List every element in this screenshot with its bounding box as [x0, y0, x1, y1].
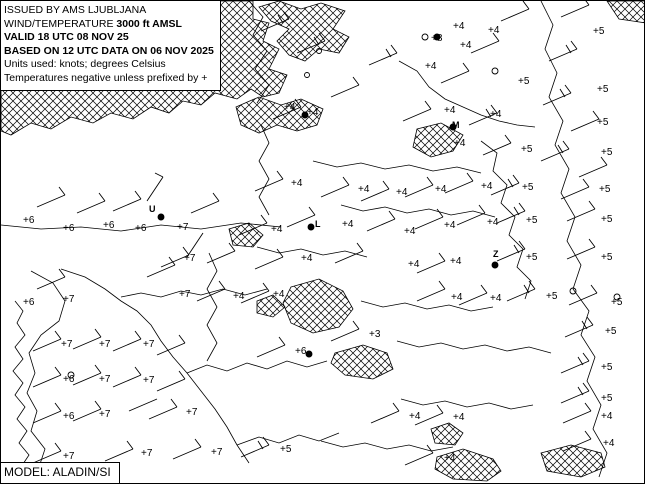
station-temperature: +5 [601, 214, 613, 225]
station-temperature: +7 [186, 407, 198, 418]
city-label: U [149, 204, 156, 214]
station-temperature: +4 [453, 412, 465, 423]
units-line: Units used: knots; degrees Celsius [4, 58, 166, 71]
station-temperature: +5 [601, 393, 613, 404]
station-temperature: +4 [601, 411, 613, 422]
station-temperature: +4 [358, 184, 370, 195]
station-temperature: +4 [453, 21, 465, 32]
station-temperature: +4 [444, 220, 456, 231]
station-temperature: +6 [295, 346, 307, 357]
station-temperature: +8 [431, 33, 443, 44]
product-level: 3000 ft AMSL [116, 17, 182, 30]
station-temperature: +4 [271, 224, 283, 235]
station-temperature: +4 [408, 259, 420, 270]
station-temperature: +7 [177, 222, 189, 233]
station-temperature: +7 [141, 448, 153, 459]
station-temperature: +7 [143, 339, 155, 350]
city-label: Z [493, 249, 499, 259]
valid-line: VALID 18 UTC 08 NOV 25 [4, 31, 129, 44]
product-line [4, 18, 214, 32]
station-temperature: +4 [603, 438, 615, 449]
basedon-line: BASED ON 12 UTC DATA ON 06 NOV 2025 [4, 44, 214, 57]
station-temperature: +5 [280, 444, 292, 455]
station-temperature: +4 [435, 184, 447, 195]
station-temperature: +6 [63, 223, 75, 234]
station-temperature: +5 [601, 252, 613, 263]
station-temperature: +4 [404, 226, 416, 237]
temp-note-line: Temperatures negative unless prefixed by + [4, 71, 208, 84]
station-temperature: +5 [526, 252, 538, 263]
station-temperature: +4 [444, 105, 456, 116]
station-temperature: +4 [450, 256, 462, 267]
station-temperature: +6 [135, 223, 147, 234]
station-temperature: +7 [61, 339, 73, 350]
station-temperature: +5 [605, 326, 617, 337]
station-temperature: +7 [63, 451, 75, 462]
model-label: MODEL: ALADIN/SI [4, 465, 111, 479]
station-temperature: +4 [291, 178, 303, 189]
station-temperature: +5 [601, 147, 613, 158]
footer-panel [1, 462, 120, 483]
issuer-line: ISSUED BY AMS LJUBLJANA [4, 4, 147, 16]
station-temperature: +4 [454, 138, 466, 149]
station-temperature: +4 [490, 293, 502, 304]
station-temperature: +4 [451, 292, 463, 303]
station-temperature: +6 [63, 374, 75, 385]
station-temperature: +4 [233, 291, 245, 302]
station-temperature: +4 [273, 289, 285, 300]
station-temperature: +7 [99, 339, 111, 350]
station-temperature: +5 [611, 297, 623, 308]
station-temperature: +5 [599, 184, 611, 195]
station-temperature: +5 [597, 84, 609, 95]
station-temperature: +5 [522, 182, 534, 193]
station-temperature: +4 [460, 40, 472, 51]
station-temperature: +4 [284, 102, 296, 113]
station-temperature: +5 [518, 76, 530, 87]
station-temperature: +5 [593, 26, 605, 37]
station-temperature: +5 [526, 215, 538, 226]
city-label: L [315, 219, 321, 229]
station-temperature: +5 [601, 362, 613, 373]
station-temperature: +4 [481, 181, 493, 192]
station-temperature: +4 [409, 411, 421, 422]
station-temperature: +4 [444, 453, 456, 464]
station-temperature: +6 [23, 297, 35, 308]
station-temperature: +4 [487, 217, 499, 228]
station-temperature: +4 [301, 253, 313, 264]
station-temperature: +7 [63, 294, 75, 305]
station-temperature: +6 [23, 215, 35, 226]
station-temperature: +4 [396, 187, 408, 198]
station-temperature: +4 [425, 61, 437, 72]
station-temperature: +7 [184, 253, 196, 264]
station-temperature: +5 [546, 291, 558, 302]
station-temperature: +5 [521, 144, 533, 155]
header-panel [1, 1, 221, 91]
station-temperature: +7 [211, 447, 223, 458]
city-label: M [452, 120, 460, 130]
station-temperature: +4 [488, 25, 500, 36]
station-temperature: +3 [369, 329, 381, 340]
station-temperature: +7 [99, 374, 111, 385]
station-temperature: +7 [99, 409, 111, 420]
station-temperature: +7 [143, 375, 155, 386]
station-temperature: +4 [490, 109, 502, 120]
station-temperature: +7 [179, 289, 191, 300]
station-temperature: +6 [63, 411, 75, 422]
station-temperature: +6 [103, 220, 115, 231]
station-temperature: +4 [307, 107, 319, 118]
product-prefix: WIND/TEMPERATURE [4, 17, 117, 30]
station-temperature: +5 [597, 117, 609, 128]
station-temperature: +4 [342, 219, 354, 230]
